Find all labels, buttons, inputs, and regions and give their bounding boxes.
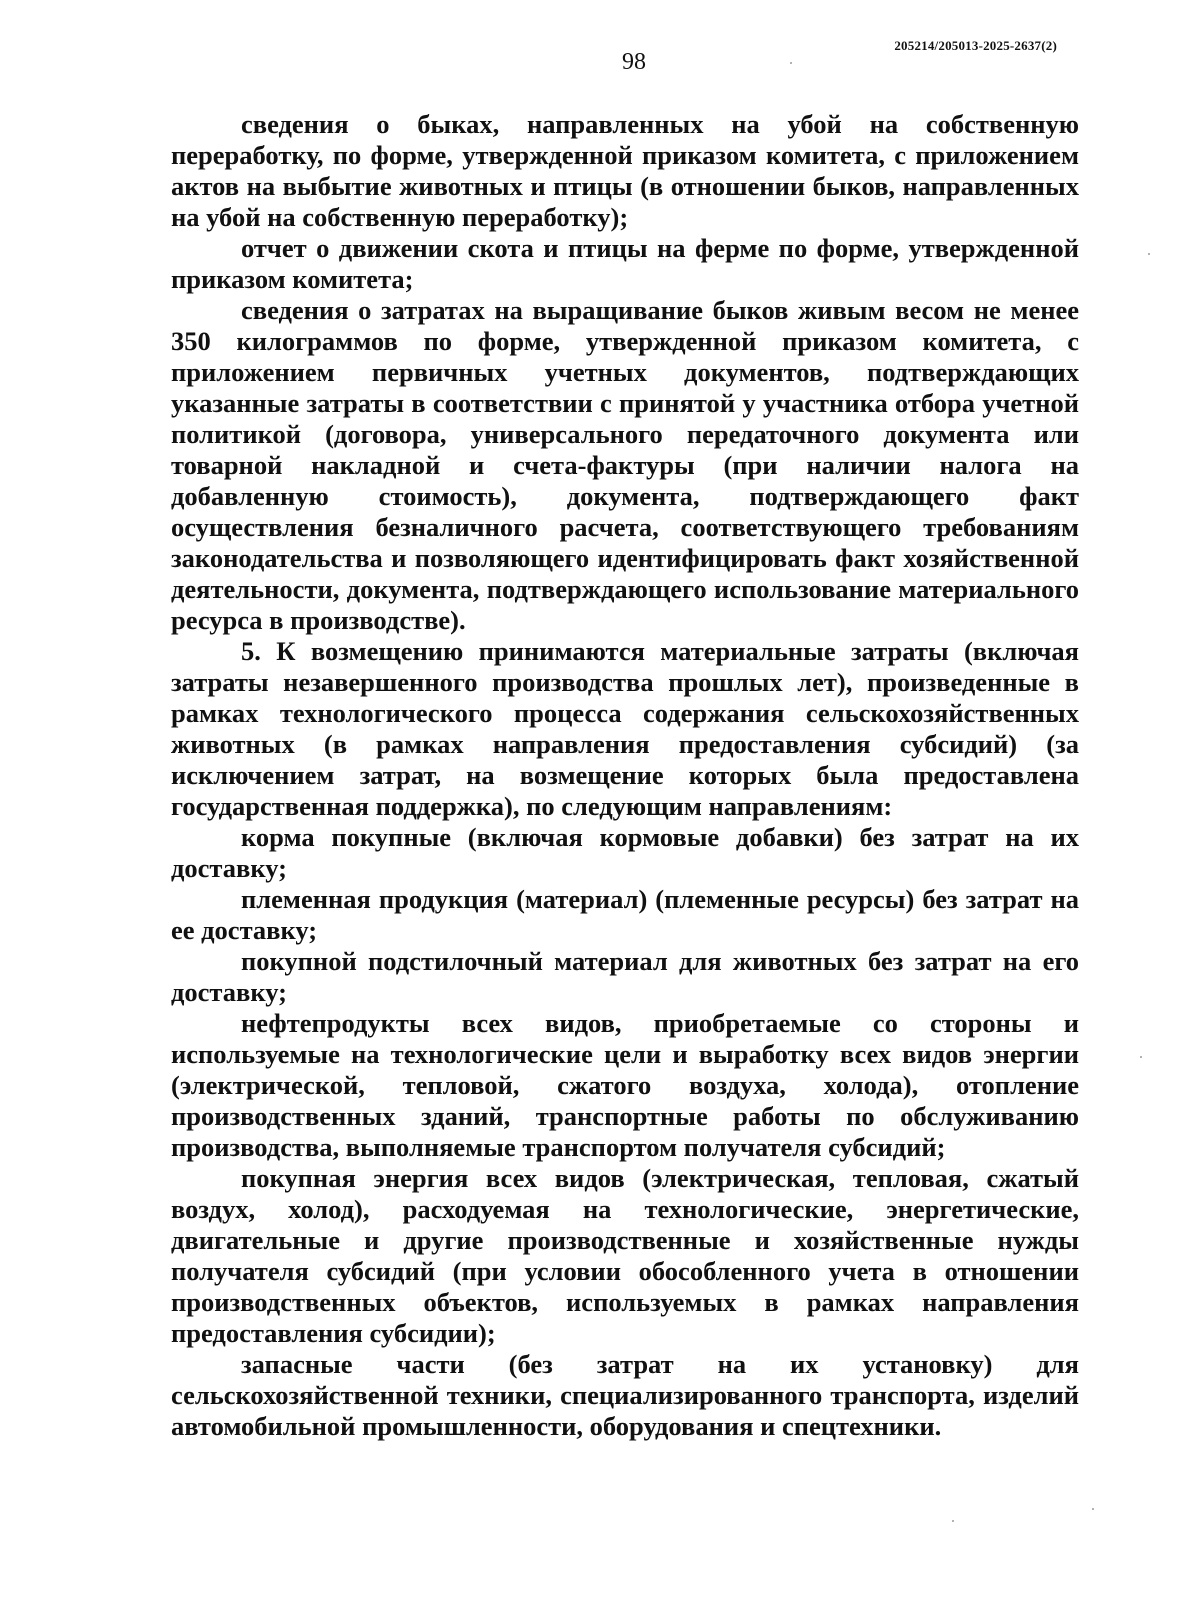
scan-speck — [1140, 1056, 1142, 1058]
scan-speck — [790, 62, 792, 64]
document-id: 205214/205013-2025-2637(2) — [894, 38, 1057, 53]
paragraph-bulls-rearing-costs: сведения о затратах на выращивание быков живым весом не менее 350 килограммов по форме, утвержденной приказом комитета, с приложением первичных учетных документов, подтверждающих указанные затраты в соответствии с принятой у участника отбора учетной политикой (договора, универсального передаточного документа или товарной накладной и счета-фактуры (при наличии налога на добавленную стоимость), документа, подтверждающего факт осуществления безналичного расчета, соответствующего требованиям законодательства и позволяющего идентифицировать факт хозяйственной деятельности, документа, подтверждающего использование материального ресурса в производстве). — [171, 295, 1079, 635]
page-number: 98 — [622, 49, 646, 75]
paragraph-petroleum-products: нефтепродукты всех видов, приобретаемые со стороны и используемые на технологические цели и выработку всех видов энергии (электрической, тепловой, сжатого воздуха, холода), отопление производственных зданий, транспортные работы по обслуживанию производства, выполняемые транспортом получателя субсидий; — [171, 1008, 1079, 1162]
paragraph-spare-parts: запасные части (без затрат на их установку) для сельскохозяйственной техники, специализированного транспорта, изделий автомобильной промышленности, оборудования и спецтехники. — [171, 1349, 1079, 1441]
scan-speck — [1148, 253, 1150, 255]
scan-speck — [952, 1520, 954, 1522]
paragraph-item-5-reimbursement: 5. К возмещению принимаются материальные затраты (включая затраты незавершенного производства прошлых лет), произведенные в рамках технологического процесса содержания сельскохозяйственных животных (в рамках направления предоставления субсидий) (за исключением затрат, на возмещение которых была предоставлена государственная поддержка), по следующим направлениям: — [171, 636, 1079, 821]
paragraph-purchased-energy: покупная энергия всех видов (электрическая, тепловая, сжатый воздух, холод), расходуемая на технологические, энергетические, двигательные и другие производственные и хозяйственные нужды получателя субсидий (при условии обособленного учета в отношении производственных объектов, используемых в рамках направления предоставления субсидии); — [171, 1163, 1079, 1348]
scan-speck — [1092, 1508, 1094, 1510]
document-body — [171, 109, 1079, 1442]
paragraph-purchased-feed: корма покупные (включая кормовые добавки) без затрат на их доставку; — [171, 822, 1079, 883]
paragraph-livestock-movement-report: отчет о движении скота и птицы на ферме по форме, утвержденной приказом комитета; — [171, 233, 1079, 294]
paragraph-breeding-products: племенная продукция (материал) (племенные ресурсы) без затрат на ее доставку; — [171, 884, 1079, 945]
paragraph-bedding-material: покупной подстилочный материал для животных без затрат на его доставку; — [171, 946, 1079, 1007]
paragraph-bulls-slaughter-info: сведения о быках, направленных на убой на собственную переработку, по форме, утвержденной приказом комитета, с приложением актов на выбытие животных и птицы (в отношении быков, направленных на убой на собственную переработку); — [171, 109, 1079, 232]
